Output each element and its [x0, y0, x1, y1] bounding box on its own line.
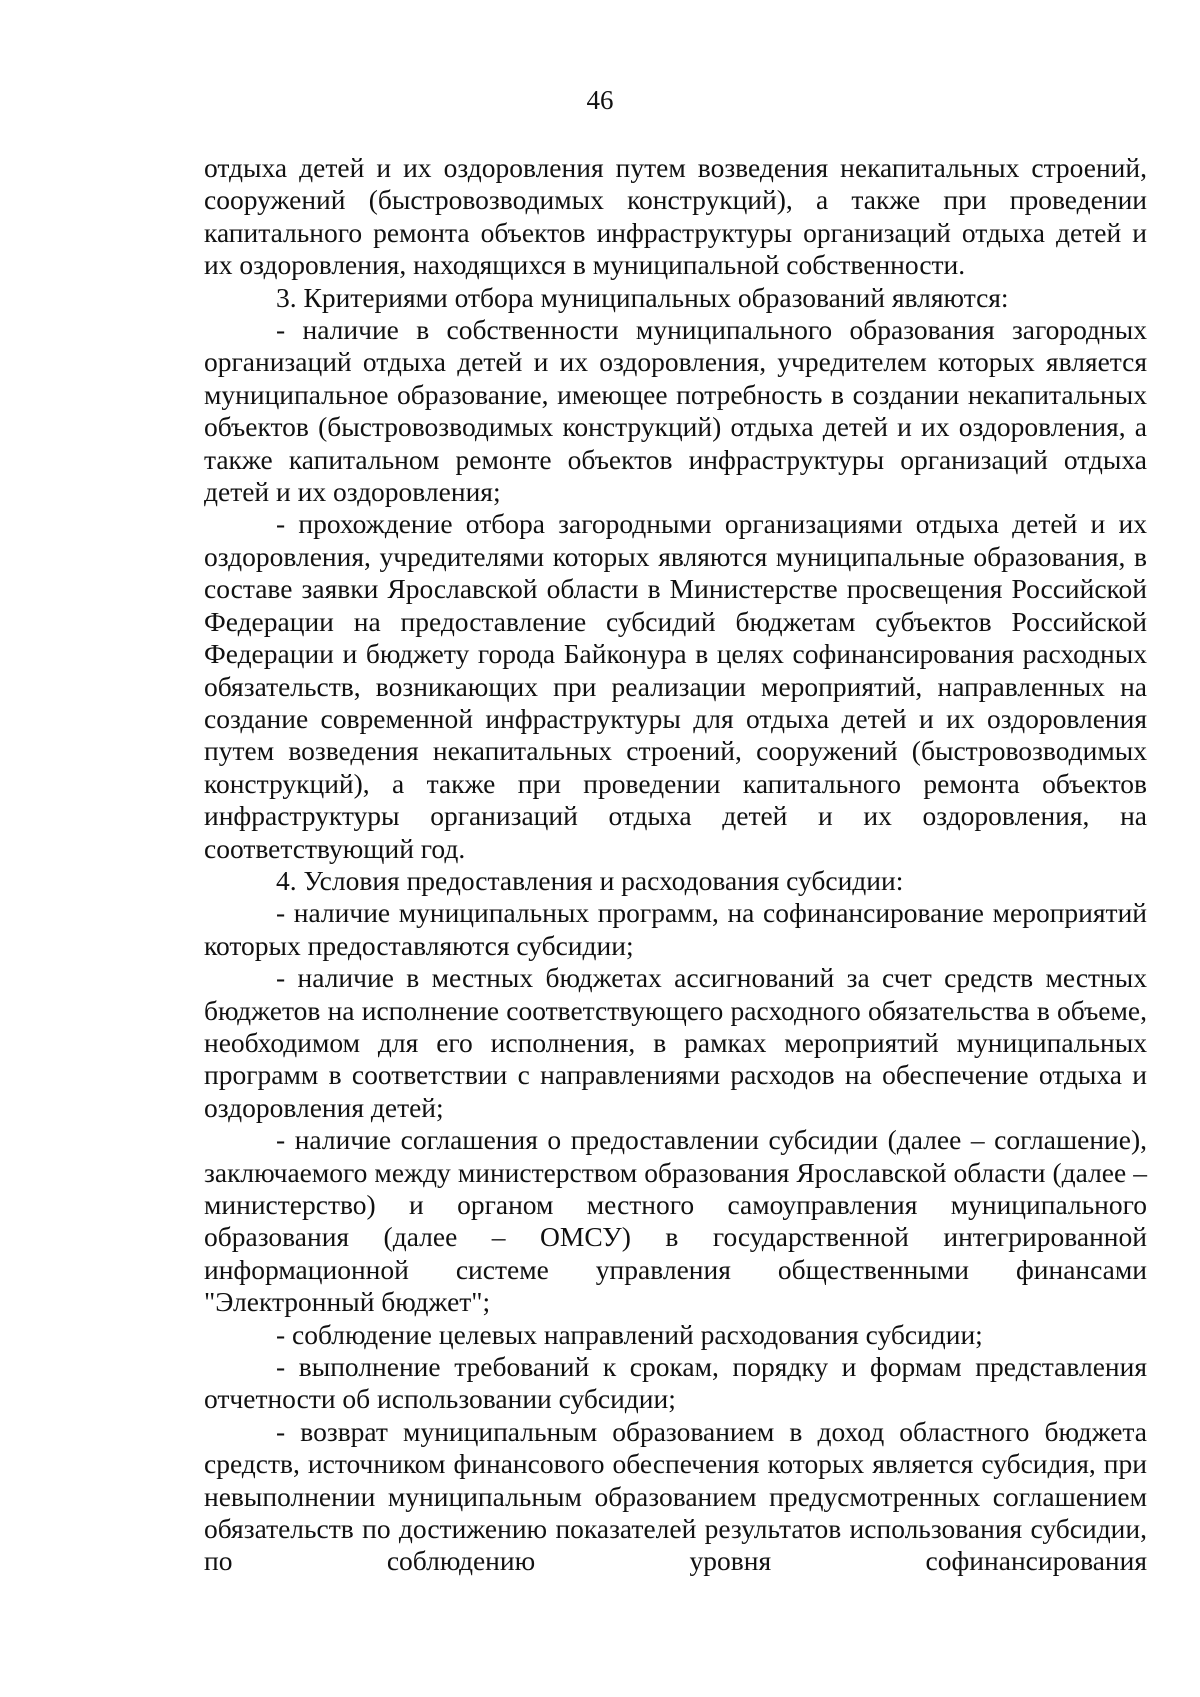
paragraph-condition-refund: - возврат муниципальным образованием в доход областного бюджета средств, источником финансового обеспечения которых является субсидия, при невыполнении муниципальным образованием предусмотренных соглашением обязательств по достижению показателей результатов использования субсидии, по соблюдению уровня софинансирования [204, 1415, 1147, 1577]
paragraph-continuation: отдыха детей и их оздоровления путем возведения некапитальных строений, сооружений (быстровозводимых конструкций), а также при проведении капитального ремонта объектов инфраструктуры организаций отдыха детей и их оздоровления, находящихся в муниципальной собственности. [204, 152, 1147, 281]
paragraph-selection-criteria-heading: 3. Критериями отбора муниципальных образований являются: [276, 281, 1009, 313]
document-body [204, 152, 1147, 1578]
paragraph-condition-agreement: - наличие соглашения о предоставлении субсидии (далее – соглашение), заключаемого между министерством образования Ярославской области (далее – министерство) и органом местного самоуправления муниципального образования (далее – ОМСУ) в государственной интегрированной информационной системе управления общественными финансами "Электронный бюджет"; [204, 1124, 1147, 1318]
paragraph-condition-budget: - наличие в местных бюджетах ассигнований за счет средств местных бюджетов на исполнение соответствующего расходного обязательства в объеме, необходимом для его исполнения, в рамках мероприятий муниципальных программ в соответствии с направлениями расходов на обеспечение отдыха и оздоровления детей; [204, 962, 1147, 1123]
paragraph-condition-reporting: - выполнение требований к срокам, порядку и формам представления отчетности об использовании субсидии; [204, 1351, 1147, 1415]
paragraph-conditions-heading: 4. Условия предоставления и расходования субсидии: [276, 864, 904, 896]
paragraph-condition-targeted-use: - соблюдение целевых направлений расходования субсидии; [276, 1318, 983, 1350]
paragraph-criterion-selection: - прохождение отбора загородными организациями отдыха детей и их оздоровления, учредителями которых являются муниципальные образования, в составе заявки Ярославской области в Министерстве просвещения Российской Федерации на предоставление субсидий бюджетам субъектов Российской Федерации и бюджету города Байконура в целях софинансирования расходных обязательств, возникающих при реализации мероприятий, направленных на создание современной инфраструктуры для отдыха детей и их оздоровления путем возведения некапитальных строений, сооружений (быстровозводимых конструкций), а также при проведении капитального ремонта объектов инфраструктуры организаций отдыха детей и их оздоровления, на соответствующий год. [204, 508, 1147, 864]
paragraph-criterion-ownership: - наличие в собственности муниципального образования загородных организаций отдыха детей и их оздоровления, учредителем которых является муниципальное образование, имеющее потребность в создании некапитальных объектов (быстровозводимых конструкций) отдыха детей и их оздоровления, а также капитальном ремонте объектов инфраструктуры организаций отдыха детей и их оздоровления; [204, 314, 1147, 508]
page-number: 46 [586, 85, 614, 115]
paragraph-condition-programs: - наличие муниципальных программ, на софинансирование мероприятий которых предоставляются субсидии; [204, 897, 1147, 961]
